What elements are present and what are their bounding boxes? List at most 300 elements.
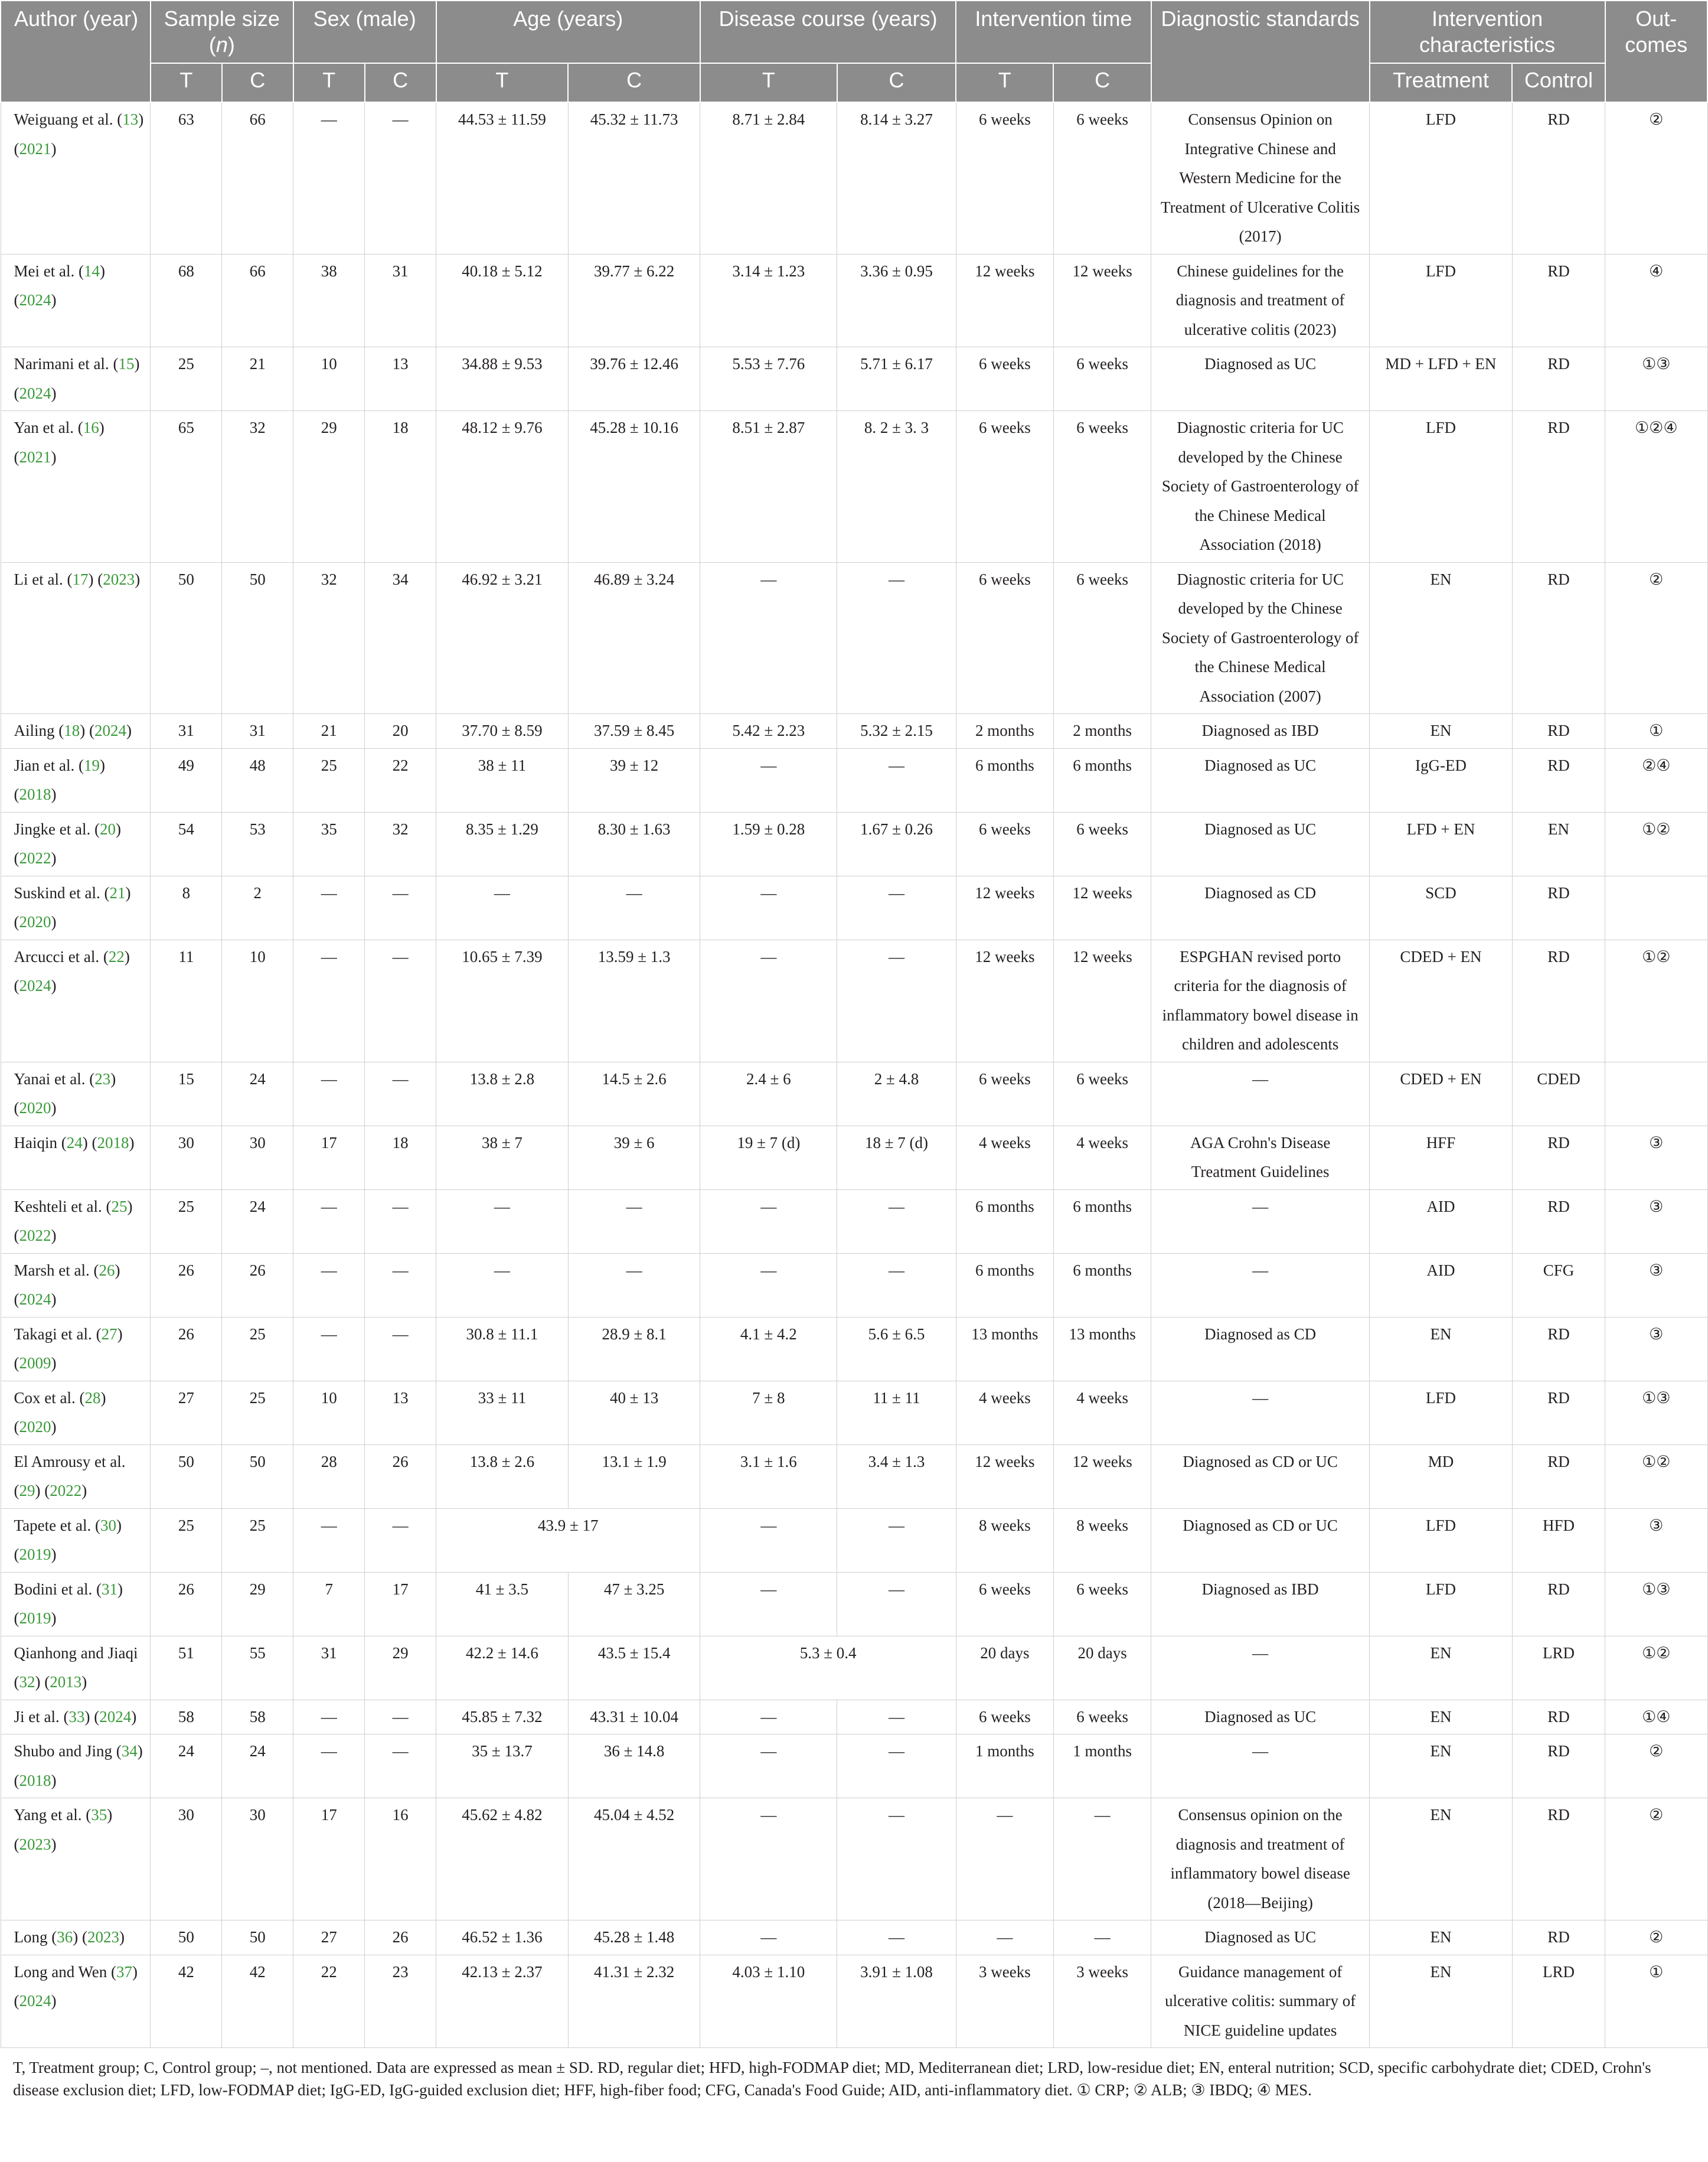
cell-age-c: 13.59 ± 1.3 bbox=[568, 940, 700, 1062]
subheader-sex-c: C bbox=[365, 63, 436, 102]
cell-author: Yanai et al. (23) (2020) bbox=[1, 1062, 151, 1126]
header-sex: Sex (male) bbox=[293, 1, 436, 63]
cell-outcomes: ③ bbox=[1605, 1253, 1707, 1317]
cell-treatment: EN bbox=[1370, 1955, 1513, 2048]
citation-ref[interactable]: 2020 bbox=[19, 1099, 51, 1117]
cell-time-c: 20 days bbox=[1053, 1636, 1151, 1700]
citation-ref[interactable]: 13 bbox=[122, 110, 139, 128]
header-intervention-time: Intervention time bbox=[956, 1, 1151, 63]
cell-time-t: 6 months bbox=[956, 748, 1053, 812]
cell-diagnostic-standard: — bbox=[1151, 1253, 1370, 1317]
cell-age-t: 45.85 ± 7.32 bbox=[436, 1700, 569, 1734]
cell-sample-t: 63 bbox=[151, 102, 222, 254]
cell-age-t: 33 ± 11 bbox=[436, 1381, 569, 1444]
cell-course-c: — bbox=[837, 1798, 956, 1920]
cell-outcomes: ①③ bbox=[1605, 347, 1707, 411]
cell-course-t: — bbox=[700, 1798, 837, 1920]
cell-diagnostic-standard: Diagnostic criteria for UC developed by the Chinese Society of Gastroenterology of the Chinese Medical Association (2007) bbox=[1151, 562, 1370, 714]
cell-age-c: 39 ± 12 bbox=[568, 748, 700, 812]
cell-age-t: 38 ± 11 bbox=[436, 748, 569, 812]
header-author: Author (year) bbox=[1, 1, 151, 102]
cell-sex-c: 32 bbox=[365, 812, 436, 876]
citation-ref[interactable]: 28 bbox=[84, 1388, 101, 1407]
cell-control: RD bbox=[1512, 1444, 1605, 1508]
cell-sex-c: — bbox=[365, 1317, 436, 1381]
citation-ref[interactable]: 17 bbox=[72, 570, 89, 588]
table-row bbox=[1, 102, 1707, 254]
cell-time-c: 6 weeks bbox=[1053, 347, 1151, 411]
table-row bbox=[1, 1636, 1707, 1700]
cell-time-t: 6 weeks bbox=[956, 102, 1053, 254]
cell-author: Long (36) (2023) bbox=[1, 1920, 151, 1955]
cell-time-c: 6 months bbox=[1053, 1253, 1151, 1317]
cell-time-t: 12 weeks bbox=[956, 940, 1053, 1062]
cell-sample-c: 30 bbox=[222, 1798, 293, 1920]
cell-age-c: 14.5 ± 2.6 bbox=[568, 1062, 700, 1126]
cell-age-t: 46.92 ± 3.21 bbox=[436, 562, 569, 714]
cell-course-c: 8. 2 ± 3. 3 bbox=[837, 411, 956, 563]
citation-ref[interactable]: 14 bbox=[83, 262, 100, 280]
cell-outcomes: ②④ bbox=[1605, 748, 1707, 812]
cell-sex-c: — bbox=[365, 1253, 436, 1317]
cell-outcomes bbox=[1605, 1062, 1707, 1126]
cell-sample-t: 65 bbox=[151, 411, 222, 563]
cell-author: Marsh et al. (26) (2024) bbox=[1, 1253, 151, 1317]
cell-time-t: 6 weeks bbox=[956, 347, 1053, 411]
citation-ref[interactable]: 2024 bbox=[19, 1992, 51, 2010]
cell-time-c: 6 months bbox=[1053, 1189, 1151, 1253]
cell-time-c: 6 weeks bbox=[1053, 411, 1151, 563]
citation-ref[interactable]: 2024 bbox=[99, 1707, 132, 1726]
cell-sex-t: 28 bbox=[293, 1444, 365, 1508]
cell-diagnostic-standard: Diagnosed as CD or UC bbox=[1151, 1508, 1370, 1572]
citation-ref[interactable]: 2023 bbox=[19, 1835, 51, 1853]
cell-sample-c: 26 bbox=[222, 1253, 293, 1317]
cell-diagnostic-standard: — bbox=[1151, 1062, 1370, 1126]
cell-age-c: 13.1 ± 1.9 bbox=[568, 1444, 700, 1508]
cell-sample-c: 50 bbox=[222, 1444, 293, 1508]
cell-sample-t: 26 bbox=[151, 1253, 222, 1317]
citation-ref[interactable]: 16 bbox=[83, 419, 99, 436]
cell-course-t: 4.03 ± 1.10 bbox=[700, 1955, 837, 2048]
cell-author: Takagi et al. (27) (2009) bbox=[1, 1317, 151, 1381]
cell-treatment: AID bbox=[1370, 1253, 1513, 1317]
table-row bbox=[1, 714, 1707, 749]
cell-control: RD bbox=[1512, 1700, 1605, 1734]
table-row bbox=[1, 1062, 1707, 1126]
cell-sex-c: 13 bbox=[365, 1381, 436, 1444]
cell-control: CFG bbox=[1512, 1253, 1605, 1317]
cell-sample-c: 25 bbox=[222, 1508, 293, 1572]
cell-sample-t: 49 bbox=[151, 748, 222, 812]
table-row bbox=[1, 1955, 1707, 2048]
cell-age-t: 42.13 ± 2.37 bbox=[436, 1955, 569, 2048]
cell-sex-c: 20 bbox=[365, 714, 436, 749]
cell-sample-t: 11 bbox=[151, 940, 222, 1062]
cell-diagnostic-standard: Diagnosed as UC bbox=[1151, 748, 1370, 812]
table-row bbox=[1, 748, 1707, 812]
cell-author: Ailing (18) (2024) bbox=[1, 714, 151, 749]
citation-ref[interactable]: 2018 bbox=[97, 1133, 129, 1152]
citation-ref[interactable]: 2022 bbox=[50, 1482, 82, 1499]
cell-outcomes: ② bbox=[1605, 1798, 1707, 1920]
citation-ref[interactable]: 25 bbox=[111, 1197, 128, 1215]
citation-ref[interactable]: 19 bbox=[83, 756, 100, 774]
citation-ref[interactable]: 2023 bbox=[103, 570, 135, 588]
subheader-age-t: T bbox=[436, 63, 569, 102]
cell-diagnostic-standard: — bbox=[1151, 1381, 1370, 1444]
citation-ref[interactable]: 2009 bbox=[19, 1354, 51, 1372]
cell-sex-t: — bbox=[293, 1062, 365, 1126]
subheader-time-c: C bbox=[1053, 63, 1151, 102]
cell-course-c: 18 ± 7 (d) bbox=[837, 1126, 956, 1189]
table-row bbox=[1, 876, 1707, 940]
cell-sample-c: 24 bbox=[222, 1189, 293, 1253]
citation-ref[interactable]: 2022 bbox=[19, 849, 51, 867]
cell-author: Tapete et al. (30) (2019) bbox=[1, 1508, 151, 1572]
header-intervention-characteristics: Intervention characteristics bbox=[1370, 1, 1605, 63]
cell-control: RD bbox=[1512, 1189, 1605, 1253]
table-row bbox=[1, 347, 1707, 411]
cell-sex-t: 22 bbox=[293, 1955, 365, 2048]
cell-control: LRD bbox=[1512, 1636, 1605, 1700]
cell-control: RD bbox=[1512, 1734, 1605, 1798]
cell-time-t: 3 weeks bbox=[956, 1955, 1053, 2048]
cell-time-t: 6 weeks bbox=[956, 1700, 1053, 1734]
cell-sample-c: 25 bbox=[222, 1381, 293, 1444]
cell-control: RD bbox=[1512, 1317, 1605, 1381]
cell-author: Long and Wen (37) (2024) bbox=[1, 1955, 151, 2048]
cell-course-c: 8.14 ± 3.27 bbox=[837, 102, 956, 254]
cell-diagnostic-standard: Diagnosed as UC bbox=[1151, 347, 1370, 411]
citation-ref[interactable]: 2023 bbox=[87, 1928, 119, 1946]
cell-time-c: 6 weeks bbox=[1053, 102, 1151, 254]
cell-age-c: 45.04 ± 4.52 bbox=[568, 1798, 700, 1920]
cell-time-c: 13 months bbox=[1053, 1317, 1151, 1381]
cell-sample-c: 21 bbox=[222, 347, 293, 411]
cell-treatment: EN bbox=[1370, 1636, 1513, 1700]
cell-diagnostic-standard: Guidance management of ulcerative colitis: summary of NICE guideline updates bbox=[1151, 1955, 1370, 2048]
cell-age-t: 13.8 ± 2.6 bbox=[436, 1444, 569, 1508]
header-diagnostic-standards: Diagnostic standards bbox=[1151, 1, 1370, 102]
citation-ref[interactable]: 34 bbox=[121, 1742, 138, 1760]
cell-sample-t: 30 bbox=[151, 1126, 222, 1189]
cell-course-t: 5.42 ± 2.23 bbox=[700, 714, 837, 749]
cell-sample-c: 58 bbox=[222, 1700, 293, 1734]
cell-course-c: — bbox=[837, 1572, 956, 1636]
cell-sample-t: 24 bbox=[151, 1734, 222, 1798]
citation-ref[interactable]: 23 bbox=[94, 1069, 111, 1088]
cell-time-t: 6 weeks bbox=[956, 812, 1053, 876]
cell-author: Qianhong and Jiaqi (32) (2013) bbox=[1, 1636, 151, 1700]
cell-diagnostic-standard: Consensus opinion on the diagnosis and treatment of inflammatory bowel disease (2018—Beijing) bbox=[1151, 1798, 1370, 1920]
cell-time-c: — bbox=[1053, 1920, 1151, 1955]
citation-ref[interactable]: 2018 bbox=[19, 1771, 51, 1789]
cell-course-c: 5.32 ± 2.15 bbox=[837, 714, 956, 749]
cell-author: Suskind et al. (21) (2020) bbox=[1, 876, 151, 940]
citation-ref[interactable]: 2019 bbox=[19, 1609, 51, 1627]
cell-sex-c: — bbox=[365, 1700, 436, 1734]
cell-control: RD bbox=[1512, 1126, 1605, 1189]
citation-ref[interactable]: 30 bbox=[100, 1516, 117, 1534]
cell-time-c: 8 weeks bbox=[1053, 1508, 1151, 1572]
cell-age-t: 44.53 ± 11.59 bbox=[436, 102, 569, 254]
cell-sample-t: 25 bbox=[151, 1189, 222, 1253]
cell-sample-t: 25 bbox=[151, 347, 222, 411]
cell-diagnostic-standard: Diagnosed as UC bbox=[1151, 812, 1370, 876]
cell-author: Yang et al. (35) (2023) bbox=[1, 1798, 151, 1920]
subheader-n-c: C bbox=[222, 63, 293, 102]
cell-age-c: 8.30 ± 1.63 bbox=[568, 812, 700, 876]
cell-sex-t: 38 bbox=[293, 254, 365, 347]
cell-treatment: CDED + EN bbox=[1370, 1062, 1513, 1126]
cell-author: Jingke et al. (20) (2022) bbox=[1, 812, 151, 876]
cell-sex-t: — bbox=[293, 1734, 365, 1798]
cell-sex-c: — bbox=[365, 876, 436, 940]
cell-sex-t: — bbox=[293, 102, 365, 254]
citation-ref[interactable]: 32 bbox=[19, 1673, 35, 1691]
table-row bbox=[1, 1189, 1707, 1253]
cell-course-t: 5.53 ± 7.76 bbox=[700, 347, 837, 411]
cell-author: Li et al. (17) (2023) bbox=[1, 562, 151, 714]
cell-sample-c: 66 bbox=[222, 102, 293, 254]
cell-author: Narimani et al. (15) (2024) bbox=[1, 347, 151, 411]
cell-sex-c: 34 bbox=[365, 562, 436, 714]
cell-outcomes: ③ bbox=[1605, 1126, 1707, 1189]
subheader-course-c: C bbox=[837, 63, 956, 102]
cell-course-t: 4.1 ± 4.2 bbox=[700, 1317, 837, 1381]
cell-time-c: 6 weeks bbox=[1053, 812, 1151, 876]
cell-time-t: 6 weeks bbox=[956, 1062, 1053, 1126]
cell-course-c: — bbox=[837, 1700, 956, 1734]
cell-age-c: — bbox=[568, 876, 700, 940]
cell-sex-t: — bbox=[293, 940, 365, 1062]
cell-sex-t: 17 bbox=[293, 1798, 365, 1920]
cell-age-t: 48.12 ± 9.76 bbox=[436, 411, 569, 563]
cell-sex-c: 18 bbox=[365, 1126, 436, 1189]
citation-ref[interactable]: 2020 bbox=[19, 1418, 51, 1436]
cell-course-t: 8.71 ± 2.84 bbox=[700, 102, 837, 254]
cell-age-t: 34.88 ± 9.53 bbox=[436, 347, 569, 411]
citation-ref[interactable]: 37 bbox=[116, 1962, 133, 1981]
citation-ref[interactable]: 36 bbox=[57, 1928, 73, 1946]
cell-course-c: 5.71 ± 6.17 bbox=[837, 347, 956, 411]
cell-course-c: 3.91 ± 1.08 bbox=[837, 1955, 956, 2048]
citation-ref[interactable]: 2024 bbox=[19, 384, 51, 402]
citation-ref[interactable]: 2019 bbox=[19, 1545, 51, 1563]
citation-ref[interactable]: 2022 bbox=[19, 1227, 51, 1244]
citation-ref[interactable]: 31 bbox=[101, 1580, 117, 1598]
cell-time-c: 12 weeks bbox=[1053, 254, 1151, 347]
cell-diagnostic-standard: Diagnosed as UC bbox=[1151, 1700, 1370, 1734]
cell-course-c: — bbox=[837, 1508, 956, 1572]
table-header bbox=[1, 1, 1707, 102]
cell-course-c: 5.6 ± 6.5 bbox=[837, 1317, 956, 1381]
citation-ref[interactable]: 15 bbox=[118, 355, 135, 373]
subheader-control: Control bbox=[1512, 63, 1605, 102]
cell-age-c: 28.9 ± 8.1 bbox=[568, 1317, 700, 1381]
cell-age-c: — bbox=[568, 1253, 700, 1317]
cell-sex-c: 17 bbox=[365, 1572, 436, 1636]
citation-ref[interactable]: 2024 bbox=[19, 977, 51, 994]
citation-ref[interactable]: 24 bbox=[66, 1133, 83, 1152]
cell-diagnostic-standard: — bbox=[1151, 1189, 1370, 1253]
cell-age-c: 45.28 ± 1.48 bbox=[568, 1920, 700, 1955]
cell-age-c: 46.89 ± 3.24 bbox=[568, 562, 700, 714]
cell-time-c: 4 weeks bbox=[1053, 1381, 1151, 1444]
cell-sex-t: 25 bbox=[293, 748, 365, 812]
cell-control: RD bbox=[1512, 940, 1605, 1062]
cell-age-c: 40 ± 13 bbox=[568, 1381, 700, 1444]
cell-time-c: 2 months bbox=[1053, 714, 1151, 749]
citation-ref[interactable]: 2024 bbox=[94, 722, 127, 739]
cell-sample-t: 50 bbox=[151, 562, 222, 714]
cell-sample-c: 50 bbox=[222, 562, 293, 714]
cell-course-t: — bbox=[700, 1508, 837, 1572]
citation-ref[interactable]: 35 bbox=[91, 1806, 107, 1824]
cell-course-t: — bbox=[700, 1572, 837, 1636]
cell-time-t: 6 weeks bbox=[956, 1572, 1053, 1636]
cell-sex-t: 17 bbox=[293, 1126, 365, 1189]
cell-diagnostic-standard: AGA Crohn's Disease Treatment Guidelines bbox=[1151, 1126, 1370, 1189]
cell-treatment: SCD bbox=[1370, 876, 1513, 940]
table-row bbox=[1, 1734, 1707, 1798]
cell-diagnostic-standard: — bbox=[1151, 1734, 1370, 1798]
table-row bbox=[1, 1444, 1707, 1508]
cell-author: Keshteli et al. (25) (2022) bbox=[1, 1189, 151, 1253]
cell-sample-c: 66 bbox=[222, 254, 293, 347]
subheader-time-t: T bbox=[956, 63, 1053, 102]
cell-diagnostic-standard: Diagnosed as UC bbox=[1151, 1920, 1370, 1955]
cell-time-c: 3 weeks bbox=[1053, 1955, 1151, 2048]
cell-sample-t: 31 bbox=[151, 714, 222, 749]
citation-ref[interactable]: 26 bbox=[99, 1261, 115, 1279]
cell-age-t: 37.70 ± 8.59 bbox=[436, 714, 569, 749]
cell-sample-t: 50 bbox=[151, 1444, 222, 1508]
cell-outcomes: ② bbox=[1605, 562, 1707, 714]
cell-course-t: 19 ± 7 (d) bbox=[700, 1126, 837, 1189]
cell-course-combined: 5.3 ± 0.4 bbox=[700, 1636, 956, 1700]
table-row bbox=[1, 940, 1707, 1062]
cell-sex-t: 10 bbox=[293, 1381, 365, 1444]
cell-course-t: — bbox=[700, 1189, 837, 1253]
cell-age-c: 45.28 ± 10.16 bbox=[568, 411, 700, 563]
cell-control: RD bbox=[1512, 347, 1605, 411]
cell-time-c: 6 weeks bbox=[1053, 562, 1151, 714]
table-row bbox=[1, 411, 1707, 563]
table-row bbox=[1, 1126, 1707, 1189]
cell-time-t: — bbox=[956, 1798, 1053, 1920]
cell-time-c: — bbox=[1053, 1798, 1151, 1920]
cell-sample-t: 26 bbox=[151, 1317, 222, 1381]
table-row bbox=[1, 1508, 1707, 1572]
cell-course-t: 2.4 ± 6 bbox=[700, 1062, 837, 1126]
cell-time-c: 6 months bbox=[1053, 748, 1151, 812]
cell-age-c: 37.59 ± 8.45 bbox=[568, 714, 700, 749]
cell-sample-t: 68 bbox=[151, 254, 222, 347]
cell-sample-t: 42 bbox=[151, 1955, 222, 2048]
cell-course-t: 8.51 ± 2.87 bbox=[700, 411, 837, 563]
cell-sample-c: 32 bbox=[222, 411, 293, 563]
cell-sex-t: — bbox=[293, 1189, 365, 1253]
citation-ref[interactable]: 29 bbox=[19, 1482, 35, 1499]
cell-time-t: 12 weeks bbox=[956, 1444, 1053, 1508]
cell-sample-t: 30 bbox=[151, 1798, 222, 1920]
cell-control: RD bbox=[1512, 1381, 1605, 1444]
citation-ref[interactable]: 2020 bbox=[19, 913, 51, 931]
cell-control: EN bbox=[1512, 812, 1605, 876]
cell-course-t: — bbox=[700, 1700, 837, 1734]
header-sample-size-label: Sample size (n) bbox=[164, 6, 280, 57]
cell-age-c: 43.5 ± 15.4 bbox=[568, 1636, 700, 1700]
table-row bbox=[1, 1253, 1707, 1317]
cell-treatment: MD + LFD + EN bbox=[1370, 347, 1513, 411]
cell-outcomes: ③ bbox=[1605, 1508, 1707, 1572]
cell-sex-t: — bbox=[293, 1700, 365, 1734]
cell-treatment: EN bbox=[1370, 1700, 1513, 1734]
citation-ref[interactable]: 22 bbox=[108, 947, 125, 966]
citation-ref[interactable]: 2024 bbox=[19, 291, 51, 309]
cell-sex-c: 22 bbox=[365, 748, 436, 812]
header-disease-course: Disease course (years) bbox=[700, 1, 956, 63]
cell-time-t: 6 months bbox=[956, 1253, 1053, 1317]
cell-treatment: LFD bbox=[1370, 254, 1513, 347]
cell-outcomes: ③ bbox=[1605, 1189, 1707, 1253]
cell-sample-t: 8 bbox=[151, 876, 222, 940]
cell-treatment: LFD bbox=[1370, 1508, 1513, 1572]
citation-ref[interactable]: 20 bbox=[99, 820, 116, 838]
cell-sample-t: 58 bbox=[151, 1700, 222, 1734]
cell-control: LRD bbox=[1512, 1955, 1605, 2048]
citation-ref[interactable]: 18 bbox=[64, 722, 80, 739]
citation-ref[interactable]: 2021 bbox=[19, 139, 51, 158]
cell-course-t: — bbox=[700, 940, 837, 1062]
cell-sex-c: — bbox=[365, 1508, 436, 1572]
citation-ref[interactable]: 27 bbox=[101, 1325, 117, 1343]
cell-outcomes: ①③ bbox=[1605, 1381, 1707, 1444]
cell-time-c: 1 months bbox=[1053, 1734, 1151, 1798]
citation-ref[interactable]: 2024 bbox=[19, 1290, 51, 1308]
cell-age-c: 39.77 ± 6.22 bbox=[568, 254, 700, 347]
citation-ref[interactable]: 2021 bbox=[19, 448, 51, 466]
cell-sample-c: 50 bbox=[222, 1920, 293, 1955]
cell-treatment: MD bbox=[1370, 1444, 1513, 1508]
cell-treatment: IgG-ED bbox=[1370, 748, 1513, 812]
cell-time-t: 6 months bbox=[956, 1189, 1053, 1253]
cell-time-c: 6 weeks bbox=[1053, 1572, 1151, 1636]
cell-age-t: 35 ± 13.7 bbox=[436, 1734, 569, 1798]
cell-treatment: LFD + EN bbox=[1370, 812, 1513, 876]
cell-sample-t: 25 bbox=[151, 1508, 222, 1572]
citation-ref[interactable]: 33 bbox=[68, 1707, 85, 1726]
cell-treatment: EN bbox=[1370, 1734, 1513, 1798]
cell-author: El Amrousy et al. (29) (2022) bbox=[1, 1444, 151, 1508]
cell-treatment: AID bbox=[1370, 1189, 1513, 1253]
table-row bbox=[1, 1920, 1707, 1955]
cell-outcomes: ①② bbox=[1605, 812, 1707, 876]
cell-course-t: 1.59 ± 0.28 bbox=[700, 812, 837, 876]
cell-outcomes: ① bbox=[1605, 714, 1707, 749]
cell-age-t: 46.52 ± 1.36 bbox=[436, 1920, 569, 1955]
cell-sex-c: — bbox=[365, 1062, 436, 1126]
citation-ref[interactable]: 2018 bbox=[19, 785, 51, 803]
cell-time-c: 12 weeks bbox=[1053, 940, 1151, 1062]
citation-ref[interactable]: 21 bbox=[109, 883, 126, 902]
cell-sample-c: 42 bbox=[222, 1955, 293, 2048]
cell-age-c: 43.31 ± 10.04 bbox=[568, 1700, 700, 1734]
cell-treatment: LFD bbox=[1370, 1572, 1513, 1636]
citation-ref[interactable]: 2013 bbox=[50, 1673, 82, 1691]
